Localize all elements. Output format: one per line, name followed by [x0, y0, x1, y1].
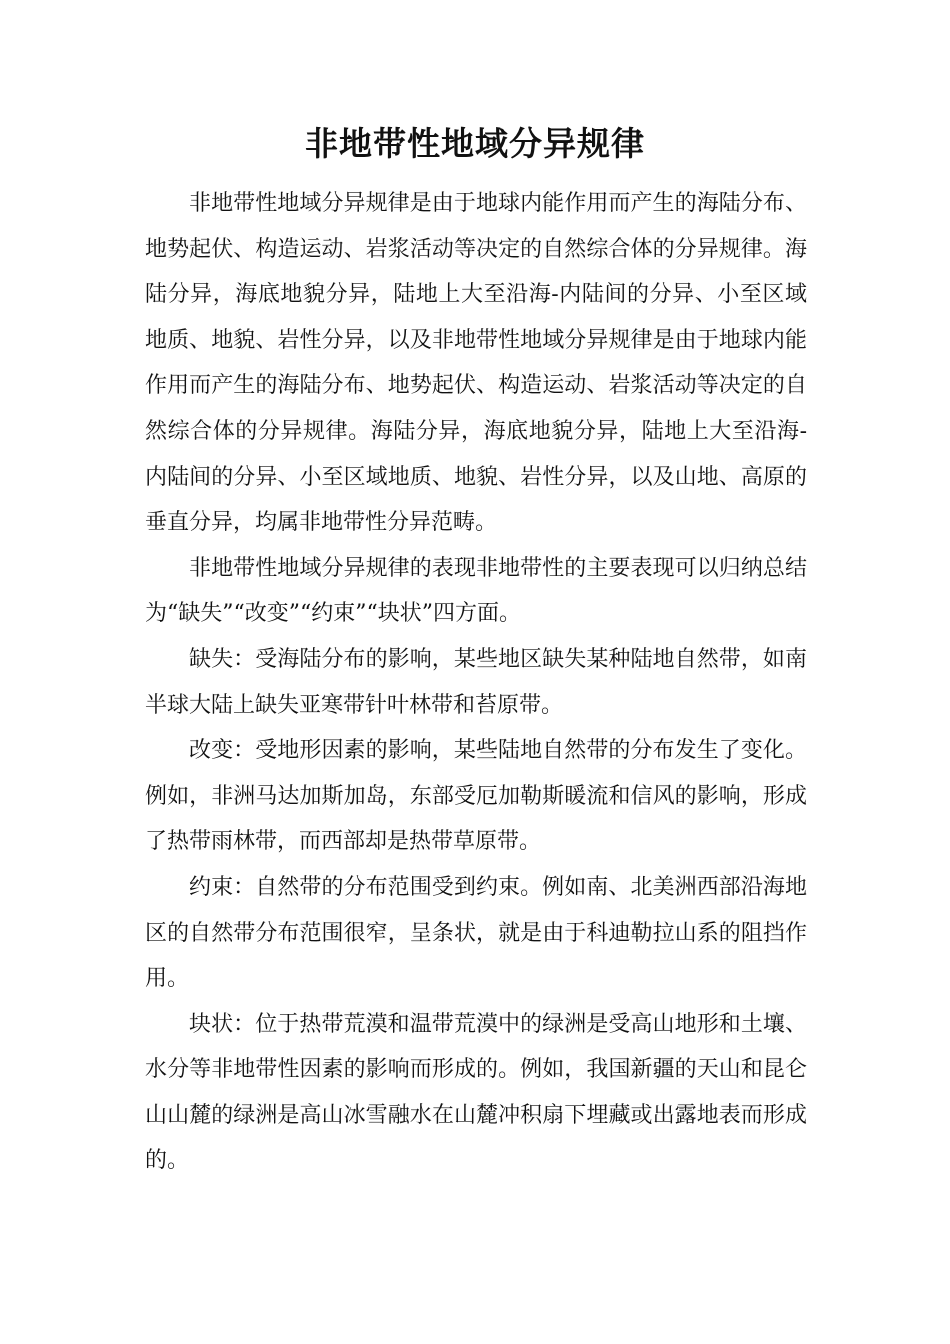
- paragraph-change: 改变：受地形因素的影响，某些陆地自然带的分布发生了变化。例如，非洲马达加斯加岛，东部受厄加勒斯暖流和信风的影响，形成了热带雨林带，而西部却是热带草原带。: [145, 738, 807, 855]
- document-body: [145, 181, 807, 1184]
- paragraph-constraint: 约束：自然带的分布范围受到约束。例如南、北美洲西部沿海地区的自然带分布范围很窄，呈条状，就是由于科迪勒拉山系的阻挡作用。: [145, 874, 807, 992]
- document-title: 非地带性地域分异规律: [305, 124, 645, 163]
- paragraph-summary: 非地带性地域分异规律的表现非地带性的主要表现可以归纳总结为“缺失”“改变”“约束”“块状”四方面。: [145, 555, 807, 627]
- paragraph-patch: 块状：位于热带荒漠和温带荒漠中的绿洲是受高山地形和土壤、水分等非地带性因素的影响而形成的。例如，我国新疆的天山和昆仑山山麓的绿洲是高山冰雪融水在山麓冲积扇下埋藏或出露地表而形成的。: [145, 1011, 807, 1174]
- paragraph-missing: 缺失：受海陆分布的影响，某些地区缺失某种陆地自然带，如南半球大陆上缺失亚寒带针叶林带和苔原带。: [145, 646, 807, 718]
- paragraph-intro: 非地带性地域分异规律是由于地球内能作用而产生的海陆分布、地势起伏、构造运动、岩浆活动等决定的自然综合体的分异规律。海陆分异，海底地貌分异，陆地上大至沿海-内陆间的分异、小至区域地质、地貌、岩性分异，以及非地带性地域分异规律是由于地球内能作用而产生的海陆分布、地势起伏、构造运动、岩浆活动等决定的自然综合体的分异规律。海陆分异，海底地貌分异，陆地上大至沿海-内陆间的分异、小至区域地质、地貌、岩性分异，以及山地、高原的垂直分异，均属非地带性分异范畴。: [145, 191, 807, 536]
